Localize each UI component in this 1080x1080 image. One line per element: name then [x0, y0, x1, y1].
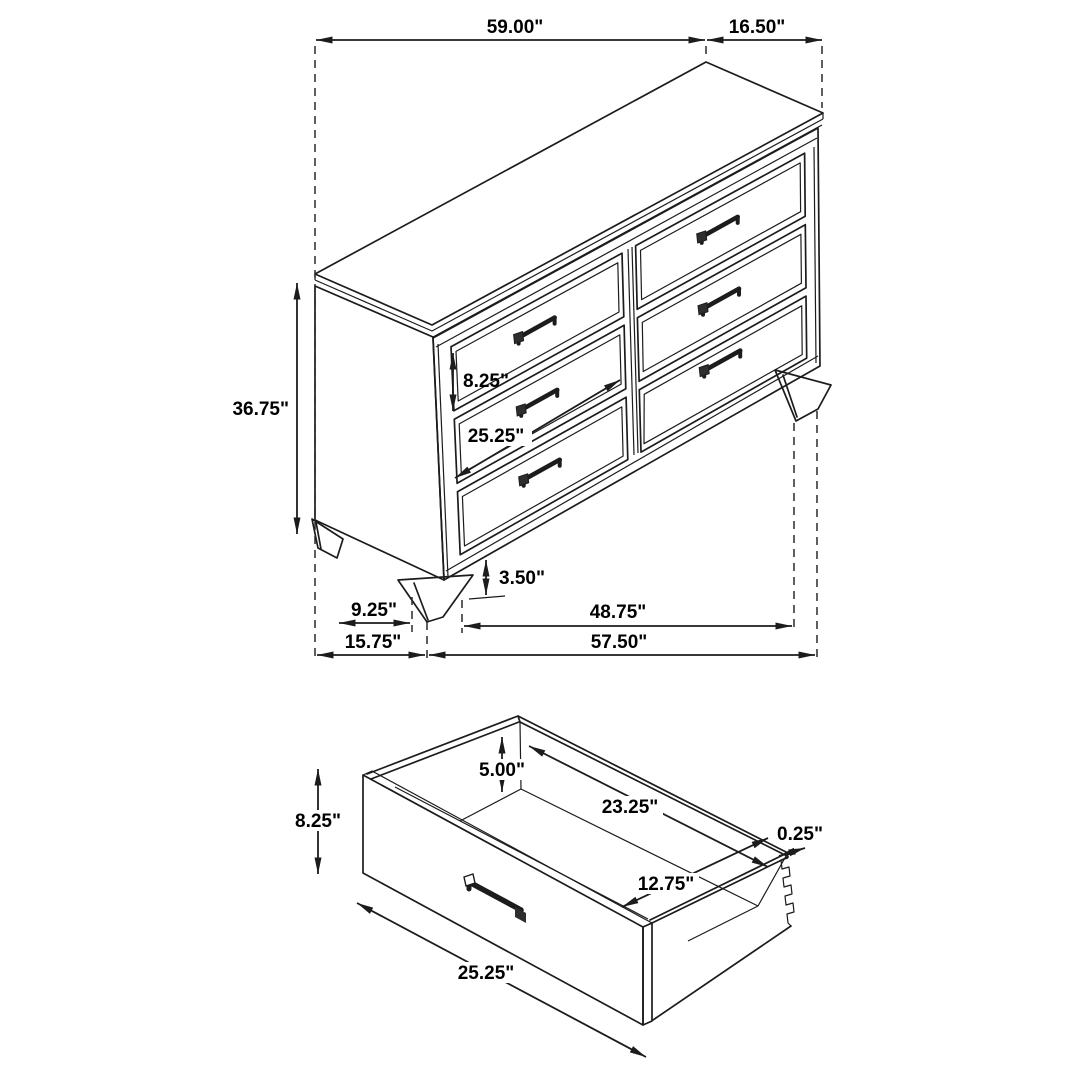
dresser-foot-right	[775, 370, 831, 421]
drawer-face-right-1	[636, 153, 806, 309]
drawer-back-wall-top-edge	[518, 716, 788, 857]
dovetail-joint-edge	[781, 858, 794, 926]
drawer-handle-icon	[698, 289, 739, 315]
drawer-face-left-3	[458, 397, 628, 555]
drawer-handle-icon	[699, 351, 740, 377]
drawer-box	[363, 716, 794, 1025]
foot-ground-tick	[469, 596, 505, 599]
dim-label-inner-depth: 12.75"	[637, 874, 695, 895]
dim-label-drawer-width: 25.25"	[467, 426, 525, 447]
dim-label-front-width: 25.25"	[457, 963, 515, 984]
dim-label-foot-height: 3.50"	[499, 568, 545, 589]
dim-label-side-depth: 15.75"	[344, 632, 402, 653]
dresser-top-face	[315, 62, 823, 325]
drawer-face-right-3	[639, 296, 806, 452]
drawer-isometric-view	[290, 716, 823, 1057]
drawer-handle-icon	[464, 874, 526, 923]
dim-label-drawer-height: 8.25"	[463, 371, 509, 392]
drawer-handle-icon	[516, 390, 557, 416]
dim-label-front-width: 57.50"	[590, 632, 648, 653]
dresser-isometric-view	[232, 17, 831, 663]
dresser-dimension-lines	[297, 40, 822, 655]
dim-label-top-depth: 16.50"	[728, 17, 786, 38]
drawer-handle-icon	[514, 318, 555, 344]
drawer-dimension-lines	[318, 737, 805, 1057]
extension-lines	[315, 46, 822, 663]
drawer-face-right-2	[637, 225, 806, 382]
dresser-left-side-face	[315, 286, 444, 580]
drawer-handle-icon	[519, 460, 560, 486]
dim-label-front-width-feet: 48.75"	[589, 602, 647, 623]
dim-label-foot-inset: 9.25"	[351, 600, 397, 621]
dresser-top-edge-bevel	[315, 113, 823, 337]
dim-line-wall-thickness	[779, 848, 805, 856]
dresser-front-frame-lines	[436, 138, 818, 577]
dim-label-wall-thickness: 0.25"	[777, 824, 823, 845]
drawer-face-left-2	[454, 325, 626, 483]
drawer-interior-edges	[395, 722, 786, 941]
dim-label-inner-length: 23.25"	[601, 797, 659, 818]
dim-label-overall-height: 36.75"	[232, 399, 289, 420]
dresser-drawer-faces	[451, 153, 807, 555]
drawer-handle-icon	[697, 217, 738, 243]
dresser-front-face	[433, 128, 820, 580]
dim-label-front-height: 8.25"	[295, 811, 341, 832]
dim-label-top-width: 59.00"	[486, 17, 544, 38]
drawer-front-right-end	[643, 923, 652, 1025]
dresser-foot-left	[312, 519, 343, 558]
dim-label-inner-height: 5.00"	[479, 760, 525, 781]
